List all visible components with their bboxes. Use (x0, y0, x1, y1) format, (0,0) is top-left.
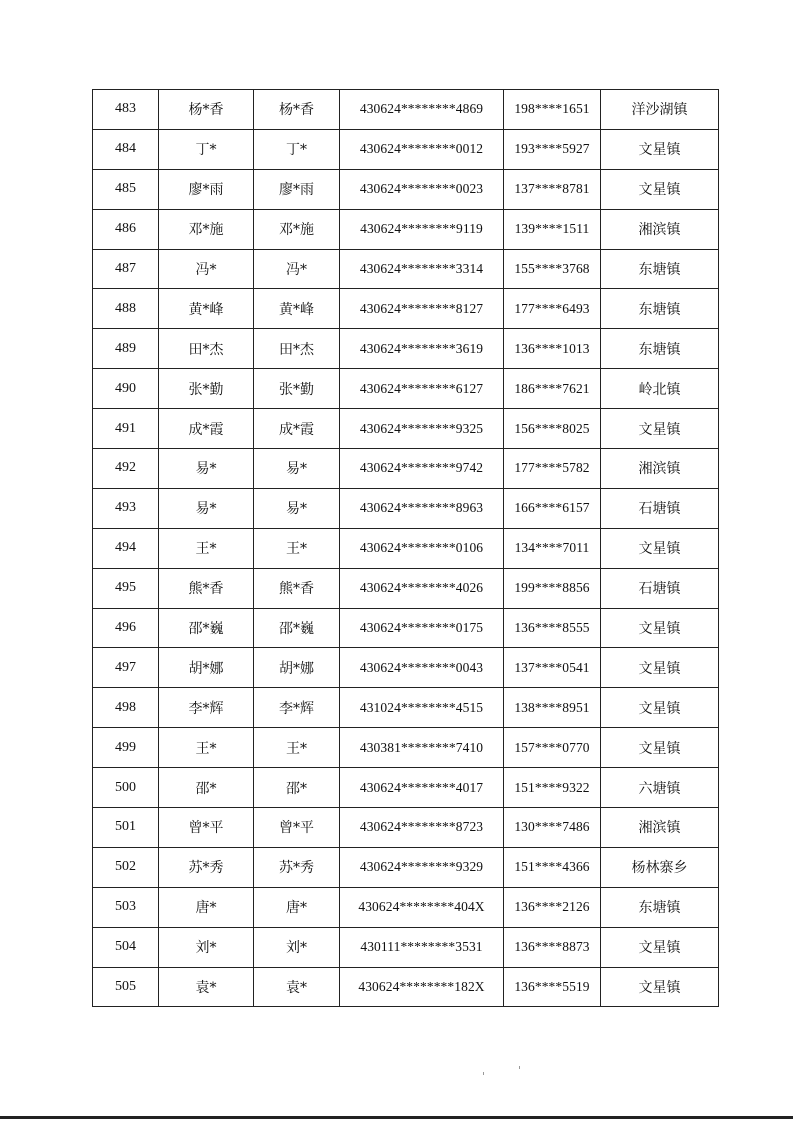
cell-phone: 136****1013 (504, 329, 601, 369)
cell-id-number: 430624********404X (340, 887, 504, 927)
cell-name: 李*辉 (159, 688, 254, 728)
cell-town: 东塘镇 (601, 887, 719, 927)
cell-name: 王* (159, 728, 254, 768)
cell-index: 505 (93, 967, 159, 1007)
table-row (93, 728, 719, 768)
cell-name-confirm: 张*勤 (254, 369, 340, 409)
cell-name: 唐* (159, 887, 254, 927)
cell-index: 488 (93, 289, 159, 329)
cell-phone: 136****5519 (504, 967, 601, 1007)
cell-town: 东塘镇 (601, 329, 719, 369)
cell-index: 483 (93, 90, 159, 130)
cell-phone: 199****8856 (504, 568, 601, 608)
table-row (93, 449, 719, 489)
cell-id-number: 430624********182X (340, 967, 504, 1007)
cell-index: 487 (93, 249, 159, 289)
cell-id-number: 430111********3531 (340, 927, 504, 967)
cell-phone: 156****8025 (504, 409, 601, 449)
cell-index: 491 (93, 409, 159, 449)
cell-phone: 139****1511 (504, 209, 601, 249)
cell-town: 东塘镇 (601, 249, 719, 289)
cell-id-number: 430624********0106 (340, 528, 504, 568)
roster-table (92, 89, 719, 1007)
cell-name-confirm: 袁* (254, 967, 340, 1007)
table-row (93, 808, 719, 848)
table-row (93, 967, 719, 1007)
cell-name: 邵* (159, 768, 254, 808)
cell-name: 邵*巍 (159, 608, 254, 648)
cell-town: 文星镇 (601, 169, 719, 209)
cell-id-number: 430624********9325 (340, 409, 504, 449)
cell-id-number: 430624********4026 (340, 568, 504, 608)
roster-table-body (93, 90, 719, 1007)
cell-id-number: 430624********3314 (340, 249, 504, 289)
cell-id-number: 430624********4869 (340, 90, 504, 130)
cell-index: 496 (93, 608, 159, 648)
cell-name-confirm: 唐* (254, 887, 340, 927)
cell-name-confirm: 曾*平 (254, 808, 340, 848)
cell-name-confirm: 苏*秀 (254, 847, 340, 887)
cell-phone: 155****3768 (504, 249, 601, 289)
cell-id-number: 430624********8963 (340, 488, 504, 528)
cell-town: 湘滨镇 (601, 449, 719, 489)
cell-index: 489 (93, 329, 159, 369)
cell-phone: 151****9322 (504, 768, 601, 808)
cell-index: 499 (93, 728, 159, 768)
cell-town: 湘滨镇 (601, 808, 719, 848)
scan-speck (483, 1072, 484, 1075)
cell-phone: 151****4366 (504, 847, 601, 887)
cell-name-confirm: 成*霞 (254, 409, 340, 449)
cell-id-number: 430624********9329 (340, 847, 504, 887)
cell-id-number: 431024********4515 (340, 688, 504, 728)
cell-index: 486 (93, 209, 159, 249)
cell-town: 岭北镇 (601, 369, 719, 409)
cell-name: 廖*雨 (159, 169, 254, 209)
table-row (93, 608, 719, 648)
cell-town: 石塘镇 (601, 488, 719, 528)
cell-name: 丁* (159, 129, 254, 169)
cell-name: 曾*平 (159, 808, 254, 848)
cell-name: 张*勤 (159, 369, 254, 409)
cell-name-confirm: 廖*雨 (254, 169, 340, 209)
cell-town: 东塘镇 (601, 289, 719, 329)
cell-index: 493 (93, 488, 159, 528)
cell-name: 熊*香 (159, 568, 254, 608)
cell-town: 文星镇 (601, 129, 719, 169)
cell-phone: 177****6493 (504, 289, 601, 329)
cell-index: 503 (93, 887, 159, 927)
table-row (93, 568, 719, 608)
cell-index: 502 (93, 847, 159, 887)
cell-id-number: 430624********0012 (340, 129, 504, 169)
cell-town: 文星镇 (601, 528, 719, 568)
cell-phone: 157****0770 (504, 728, 601, 768)
table-row (93, 169, 719, 209)
table-row (93, 887, 719, 927)
cell-name-confirm: 刘* (254, 927, 340, 967)
cell-town: 杨林寨乡 (601, 847, 719, 887)
cell-id-number: 430624********9119 (340, 209, 504, 249)
cell-name: 成*霞 (159, 409, 254, 449)
cell-phone: 137****8781 (504, 169, 601, 209)
cell-name: 袁* (159, 967, 254, 1007)
roster-table-wrapper (92, 89, 718, 1007)
cell-town: 文星镇 (601, 728, 719, 768)
cell-name-confirm: 易* (254, 449, 340, 489)
page-bottom-rule (0, 1116, 793, 1119)
cell-town: 文星镇 (601, 927, 719, 967)
table-row (93, 249, 719, 289)
cell-phone: 136****2126 (504, 887, 601, 927)
cell-name: 冯* (159, 249, 254, 289)
cell-index: 492 (93, 449, 159, 489)
table-row (93, 329, 719, 369)
cell-id-number: 430624********6127 (340, 369, 504, 409)
cell-name-confirm: 黄*峰 (254, 289, 340, 329)
table-row (93, 927, 719, 967)
cell-name-confirm: 丁* (254, 129, 340, 169)
cell-name-confirm: 王* (254, 528, 340, 568)
cell-name-confirm: 田*杰 (254, 329, 340, 369)
cell-phone: 136****8555 (504, 608, 601, 648)
cell-name: 邓*施 (159, 209, 254, 249)
cell-town: 洋沙湖镇 (601, 90, 719, 130)
cell-index: 485 (93, 169, 159, 209)
table-row (93, 369, 719, 409)
cell-index: 490 (93, 369, 159, 409)
cell-id-number: 430381********7410 (340, 728, 504, 768)
cell-phone: 136****8873 (504, 927, 601, 967)
table-row (93, 409, 719, 449)
cell-phone: 137****0541 (504, 648, 601, 688)
cell-phone: 130****7486 (504, 808, 601, 848)
cell-id-number: 430624********0043 (340, 648, 504, 688)
cell-id-number: 430624********0175 (340, 608, 504, 648)
cell-id-number: 430624********3619 (340, 329, 504, 369)
cell-id-number: 430624********9742 (340, 449, 504, 489)
cell-name-confirm: 熊*香 (254, 568, 340, 608)
cell-phone: 166****6157 (504, 488, 601, 528)
cell-town: 文星镇 (601, 648, 719, 688)
cell-name: 王* (159, 528, 254, 568)
cell-name: 易* (159, 449, 254, 489)
cell-name-confirm: 李*辉 (254, 688, 340, 728)
table-row (93, 648, 719, 688)
cell-name-confirm: 邓*施 (254, 209, 340, 249)
table-row (93, 129, 719, 169)
cell-index: 495 (93, 568, 159, 608)
cell-phone: 134****7011 (504, 528, 601, 568)
cell-index: 498 (93, 688, 159, 728)
table-row (93, 209, 719, 249)
cell-index: 497 (93, 648, 159, 688)
table-row (93, 528, 719, 568)
cell-name-confirm: 易* (254, 488, 340, 528)
cell-index: 501 (93, 808, 159, 848)
table-row (93, 90, 719, 130)
cell-index: 484 (93, 129, 159, 169)
cell-name: 易* (159, 488, 254, 528)
cell-id-number: 430624********0023 (340, 169, 504, 209)
table-row (93, 847, 719, 887)
cell-index: 504 (93, 927, 159, 967)
table-row (93, 289, 719, 329)
table-row (93, 688, 719, 728)
table-row (93, 768, 719, 808)
cell-phone: 177****5782 (504, 449, 601, 489)
cell-id-number: 430624********8723 (340, 808, 504, 848)
cell-town: 六塘镇 (601, 768, 719, 808)
cell-name-confirm: 冯* (254, 249, 340, 289)
scan-speck (519, 1066, 520, 1069)
cell-index: 494 (93, 528, 159, 568)
cell-name-confirm: 杨*香 (254, 90, 340, 130)
cell-name: 苏*秀 (159, 847, 254, 887)
cell-phone: 193****5927 (504, 129, 601, 169)
cell-town: 湘滨镇 (601, 209, 719, 249)
cell-name: 田*杰 (159, 329, 254, 369)
cell-name: 杨*香 (159, 90, 254, 130)
cell-name-confirm: 邵* (254, 768, 340, 808)
cell-id-number: 430624********4017 (340, 768, 504, 808)
cell-town: 文星镇 (601, 608, 719, 648)
cell-index: 500 (93, 768, 159, 808)
cell-town: 文星镇 (601, 409, 719, 449)
cell-phone: 138****8951 (504, 688, 601, 728)
table-row (93, 488, 719, 528)
cell-name: 刘* (159, 927, 254, 967)
cell-name: 黄*峰 (159, 289, 254, 329)
cell-name-confirm: 王* (254, 728, 340, 768)
cell-phone: 198****1651 (504, 90, 601, 130)
cell-town: 文星镇 (601, 688, 719, 728)
cell-name: 胡*娜 (159, 648, 254, 688)
cell-town: 文星镇 (601, 967, 719, 1007)
cell-name-confirm: 胡*娜 (254, 648, 340, 688)
cell-name-confirm: 邵*巍 (254, 608, 340, 648)
cell-town: 石塘镇 (601, 568, 719, 608)
cell-phone: 186****7621 (504, 369, 601, 409)
cell-id-number: 430624********8127 (340, 289, 504, 329)
